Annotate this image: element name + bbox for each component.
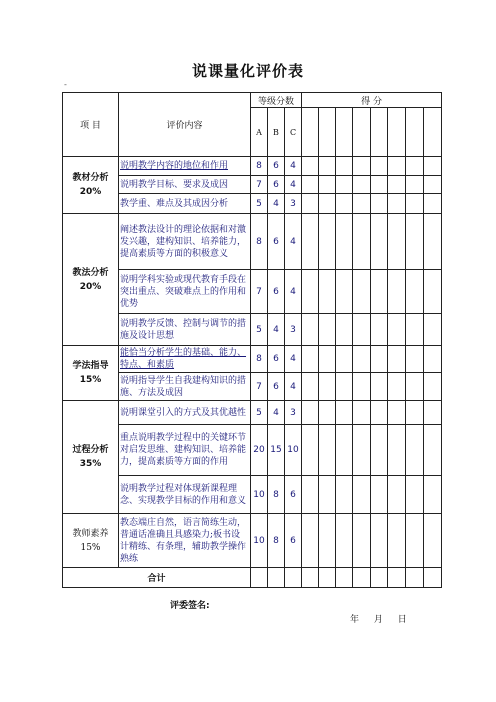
score-cell[interactable]: [371, 270, 388, 314]
section-1: [63, 157, 119, 214]
score-cell[interactable]: [319, 214, 336, 270]
grade-c: 4: [285, 214, 302, 270]
score-cell[interactable]: [424, 346, 442, 373]
score-cell[interactable]: [336, 108, 353, 157]
grade-a: 20: [251, 425, 268, 476]
total-cell[interactable]: [388, 568, 406, 588]
score-cell[interactable]: [336, 270, 353, 314]
criterion-text: 能恰当分析学生的基础、能力、特点、和素质: [119, 346, 251, 373]
grade-c: 3: [285, 401, 302, 425]
score-cell[interactable]: [336, 346, 353, 373]
section-name: 学法指导: [72, 361, 109, 371]
score-cell[interactable]: [371, 425, 388, 476]
score-cell[interactable]: [353, 401, 371, 425]
score-cell[interactable]: [406, 401, 424, 425]
section-weight: 15%: [80, 542, 101, 553]
score-cell[interactable]: [302, 108, 319, 157]
score-cell[interactable]: [388, 194, 406, 214]
score-cell[interactable]: [353, 373, 371, 401]
score-cell[interactable]: [406, 514, 424, 568]
total-cell[interactable]: [406, 568, 424, 588]
total-label: 合计: [63, 568, 251, 588]
score-cell[interactable]: [388, 476, 406, 514]
grade-b: 4: [268, 314, 285, 346]
score-cell[interactable]: [406, 194, 424, 214]
score-cell[interactable]: [353, 214, 371, 270]
grade-b: 6: [268, 214, 285, 270]
criterion-text: 教态端庄自然，语言简练生动，普通话准确且具感染力;板书设计精练、有条理，辅助教学操作熟练: [119, 514, 251, 568]
grade-c: 3: [285, 194, 302, 214]
grade-b: 4: [268, 401, 285, 425]
grade-b: 15: [268, 425, 285, 476]
score-cell[interactable]: [302, 476, 319, 514]
grade-c: 3: [285, 314, 302, 346]
score-cell[interactable]: [424, 176, 442, 194]
grade-b: 8: [268, 514, 285, 568]
score-cell[interactable]: [371, 476, 388, 514]
score-cell[interactable]: [371, 157, 388, 176]
grade-a: 10: [251, 476, 268, 514]
grade-a: 8: [251, 214, 268, 270]
score-cell[interactable]: [388, 108, 406, 157]
score-cell[interactable]: [319, 514, 336, 568]
score-cell[interactable]: [302, 214, 319, 270]
grade-c: 4: [285, 346, 302, 373]
section-name: 教法分析: [72, 267, 109, 278]
score-cell[interactable]: [336, 373, 353, 401]
score-cell[interactable]: [388, 270, 406, 314]
grade-a: 7: [251, 176, 268, 194]
score-cell[interactable]: [319, 476, 336, 514]
score-cell[interactable]: [336, 214, 353, 270]
grade-b: 6: [268, 157, 285, 176]
section-2: [63, 214, 119, 346]
score-cell[interactable]: [406, 214, 424, 270]
score-cell[interactable]: [406, 373, 424, 401]
score-cell[interactable]: [319, 425, 336, 476]
grade-b: 4: [268, 194, 285, 214]
score-cell[interactable]: [353, 476, 371, 514]
score-cell[interactable]: [424, 214, 442, 270]
grade-a: 5: [251, 314, 268, 346]
grade-a: 7: [251, 270, 268, 314]
grade-c: 4: [285, 373, 302, 401]
criterion-text: 说明指导学生自我建构知识的措施、方法及成因: [119, 373, 251, 401]
score-cell[interactable]: [406, 314, 424, 346]
criterion-text: 阐述教法设计的理论依据和对激发兴趣，建构知识、培养能力，提高素质等方面的积极意义: [119, 214, 251, 270]
grade-a: 5: [251, 401, 268, 425]
score-cell[interactable]: [371, 108, 388, 157]
score-cell[interactable]: [353, 176, 371, 194]
score-cell[interactable]: [424, 401, 442, 425]
score-cell[interactable]: [371, 346, 388, 373]
score-cell[interactable]: [371, 314, 388, 346]
page-title: 说课量化评价表: [191, 62, 304, 80]
total-cell[interactable]: [285, 568, 302, 588]
score-cell[interactable]: [336, 176, 353, 194]
grade-c: 4: [285, 270, 302, 314]
score-cell[interactable]: [319, 270, 336, 314]
section-weight: 20%: [79, 281, 102, 292]
section-weight: 35%: [79, 459, 102, 469]
criterion-text: 说明教学目标、要求及成因: [119, 176, 251, 194]
score-cell[interactable]: [353, 108, 371, 157]
score-cell[interactable]: [302, 401, 319, 425]
header-content: 评价内容: [119, 93, 251, 157]
score-cell[interactable]: [371, 401, 388, 425]
score-cell[interactable]: [406, 425, 424, 476]
score-cell[interactable]: [371, 176, 388, 194]
header-item: 项 目: [63, 93, 119, 157]
header-c: C: [285, 108, 302, 157]
score-cell[interactable]: [388, 314, 406, 346]
score-cell[interactable]: [406, 108, 424, 157]
score-cell[interactable]: [388, 373, 406, 401]
grade-a: 7: [251, 373, 268, 401]
score-cell[interactable]: [424, 425, 442, 476]
score-cell[interactable]: [406, 157, 424, 176]
grade-c: 4: [285, 157, 302, 176]
score-cell[interactable]: [336, 401, 353, 425]
header-score: 得 分: [302, 93, 442, 108]
score-cell[interactable]: [406, 346, 424, 373]
score-cell[interactable]: [424, 270, 442, 314]
score-cell[interactable]: [319, 401, 336, 425]
score-cell[interactable]: [336, 314, 353, 346]
section-weight: 15%: [79, 375, 102, 385]
score-cell[interactable]: [353, 514, 371, 568]
section-4: [63, 401, 119, 514]
grade-b: 6: [268, 346, 285, 373]
score-cell[interactable]: [302, 346, 319, 373]
criterion-text: 说明教学反馈、控制与调节的措施及设计思想: [119, 314, 251, 346]
score-cell[interactable]: [371, 214, 388, 270]
grade-a: 5: [251, 194, 268, 214]
score-cell[interactable]: [302, 176, 319, 194]
grade-a: 8: [251, 157, 268, 176]
header-b: B: [268, 108, 285, 157]
score-cell[interactable]: [353, 157, 371, 176]
grade-c: 4: [285, 176, 302, 194]
total-cell[interactable]: [336, 568, 353, 588]
score-cell[interactable]: [406, 476, 424, 514]
total-cell[interactable]: [268, 568, 285, 588]
criterion-text: 教学重、难点及其成因分析: [119, 194, 251, 214]
total-cell[interactable]: [251, 568, 268, 588]
grade-b: 6: [268, 176, 285, 194]
score-cell[interactable]: [424, 314, 442, 346]
date-label: 年 月 日: [350, 615, 407, 625]
grade-c: 10: [285, 425, 302, 476]
score-cell[interactable]: [424, 194, 442, 214]
score-cell[interactable]: [319, 346, 336, 373]
total-cell[interactable]: [353, 568, 371, 588]
score-cell[interactable]: [336, 514, 353, 568]
grade-b: 6: [268, 373, 285, 401]
score-cell[interactable]: [302, 425, 319, 476]
total-cell[interactable]: [319, 568, 336, 588]
total-cell[interactable]: [371, 568, 388, 588]
score-cell[interactable]: [353, 314, 371, 346]
score-cell[interactable]: [302, 373, 319, 401]
score-cell[interactable]: [336, 157, 353, 176]
grade-c: 6: [285, 514, 302, 568]
score-cell[interactable]: [319, 108, 336, 157]
score-cell[interactable]: [302, 270, 319, 314]
section-name: 教师素养: [72, 528, 109, 539]
score-cell[interactable]: [336, 425, 353, 476]
margin-mark: -: [64, 80, 67, 89]
score-cell[interactable]: [388, 514, 406, 568]
score-cell[interactable]: [319, 194, 336, 214]
section-5: [63, 514, 119, 568]
score-cell[interactable]: [302, 314, 319, 346]
score-cell[interactable]: [336, 476, 353, 514]
score-cell[interactable]: [319, 157, 336, 176]
criterion-text: 说明教学过程对体现新课程理念、实现教学目标的作用和意义: [119, 476, 251, 514]
grade-a: 10: [251, 514, 268, 568]
section-name: 教材分析: [72, 173, 109, 183]
score-cell[interactable]: [319, 314, 336, 346]
grade-b: 6: [268, 270, 285, 314]
total-cell[interactable]: [302, 568, 319, 588]
score-cell[interactable]: [319, 176, 336, 194]
score-cell[interactable]: [424, 514, 442, 568]
score-cell[interactable]: [388, 214, 406, 270]
header-a: A: [251, 108, 268, 157]
grade-b: 8: [268, 476, 285, 514]
score-cell[interactable]: [406, 270, 424, 314]
criterion-text: 说明教学内容的地位和作用: [119, 157, 251, 176]
score-cell[interactable]: [353, 270, 371, 314]
criterion-text: 重点说明教学过程中的关键环节对启发思维、建构知识、培养能力，提高素质等方面的作用: [119, 425, 251, 476]
score-cell[interactable]: [424, 157, 442, 176]
score-cell[interactable]: [406, 176, 424, 194]
score-cell[interactable]: [424, 373, 442, 401]
score-cell[interactable]: [336, 194, 353, 214]
score-cell[interactable]: [353, 425, 371, 476]
score-cell[interactable]: [371, 194, 388, 214]
section-name: 过程分析: [72, 445, 109, 455]
criterion-text: 说明学科实验或现代教育手段在突出重点、突破难点上的作用和优势: [119, 270, 251, 314]
score-cell[interactable]: [424, 476, 442, 514]
criterion-text: 说明课堂引入的方式及其优越性: [119, 401, 251, 425]
score-cell[interactable]: [302, 514, 319, 568]
score-cell[interactable]: [371, 373, 388, 401]
score-cell[interactable]: [302, 194, 319, 214]
judge-signature-label: 评委签名:: [170, 601, 210, 611]
header-grade: 等级分数: [251, 93, 302, 108]
score-cell[interactable]: [388, 425, 406, 476]
score-cell[interactable]: [371, 514, 388, 568]
grade-a: 8: [251, 346, 268, 373]
evaluation-table: [62, 92, 442, 588]
total-cell[interactable]: [424, 568, 442, 588]
score-cell[interactable]: [319, 373, 336, 401]
section-3: [63, 346, 119, 401]
score-cell[interactable]: [424, 108, 442, 157]
score-cell[interactable]: [388, 401, 406, 425]
score-cell[interactable]: [388, 157, 406, 176]
score-cell[interactable]: [388, 346, 406, 373]
section-weight: 20%: [79, 187, 102, 197]
score-cell[interactable]: [388, 176, 406, 194]
score-cell[interactable]: [302, 157, 319, 176]
score-cell[interactable]: [353, 194, 371, 214]
grade-c: 6: [285, 476, 302, 514]
score-cell[interactable]: [353, 346, 371, 373]
